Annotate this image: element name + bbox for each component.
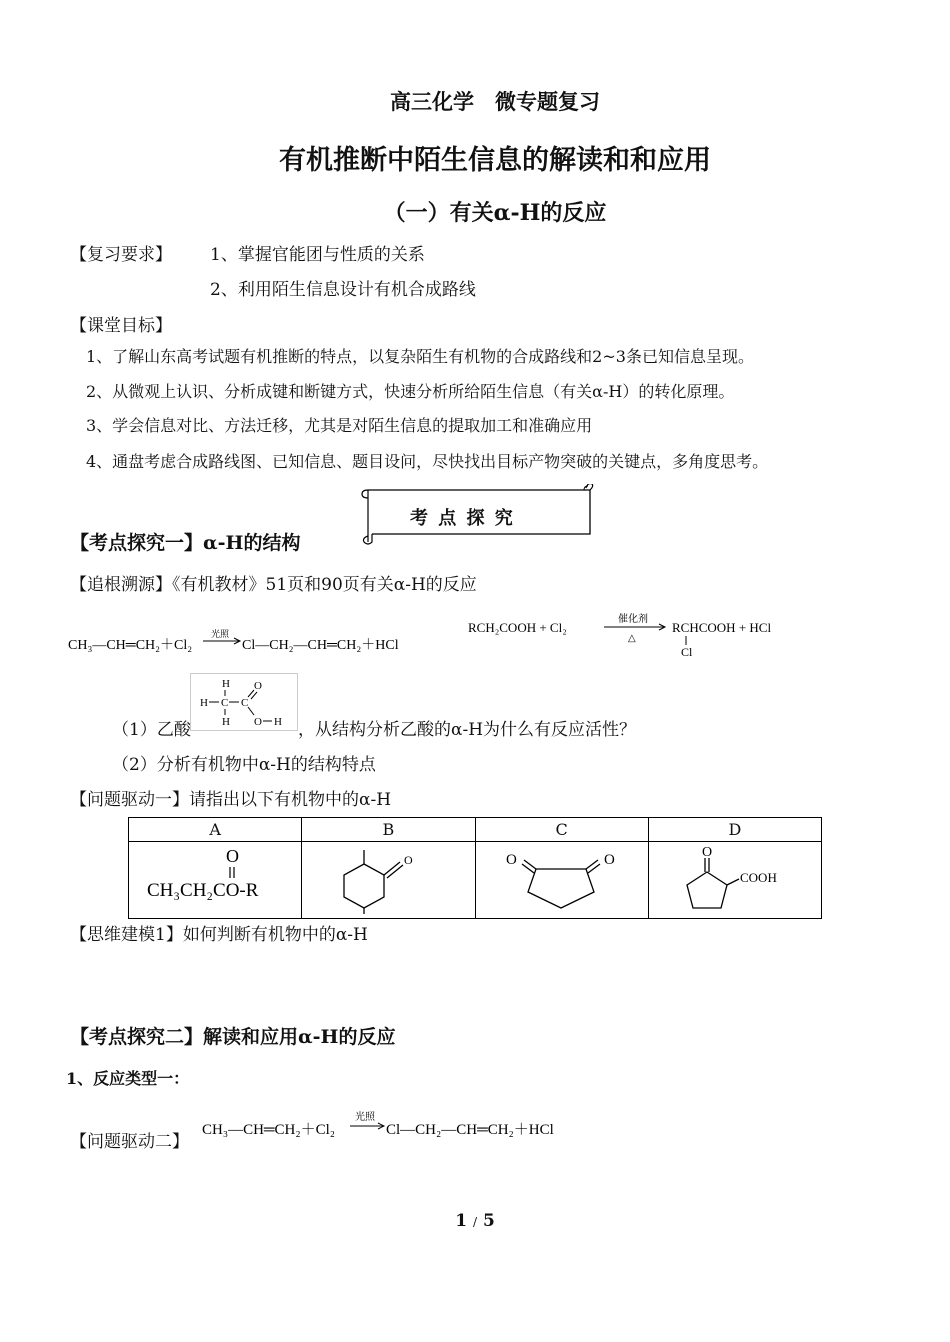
option-b-header: B: [302, 818, 475, 842]
aa-c1: C: [221, 697, 229, 709]
methylcyclohexanone-structure: [302, 842, 474, 914]
reaction2-branch: Cl: [681, 645, 693, 659]
d-carboxyl: COOH: [739, 870, 777, 885]
oxocyclopentanecarboxylic-acid-structure: [649, 842, 821, 914]
reaction-type-1: 1、反应类型一：: [66, 1069, 190, 1088]
page-title: 有机推断中陌生信息的解读和和应用: [279, 145, 711, 176]
ester-structure: [129, 842, 301, 914]
option-c-header: C: [475, 818, 648, 842]
a-formula: CH₃CH₂CO-R: [147, 880, 259, 901]
page-total: 5: [482, 1211, 495, 1231]
review-item-1: 1、掌握官能团与性质的关系: [210, 245, 425, 265]
reaction1-right: Cl—CH₂—CH═CH₂＋HCl: [242, 638, 399, 653]
goals-label: 【课堂目标】: [70, 316, 172, 336]
aa-o-carbonyl: O: [254, 680, 262, 692]
aa-h-bottom: H: [222, 716, 230, 728]
reaction2-right: RCHCOOH + HCl: [672, 620, 772, 635]
reaction-alpha-chlorination: [466, 610, 816, 660]
reaction1b-condition: 光照: [355, 1112, 375, 1123]
page-number: [0, 1211, 950, 1231]
reaction1b-left: CH₃—CH═CH₂＋Cl₂: [202, 1122, 336, 1138]
question-2: （2）分析有机物中α-H的结构特点: [112, 755, 376, 775]
acetic-acid-structure: [190, 673, 298, 731]
goal-item-2: 2、从微观上认识、分析成键和断键方式，快速分析所给陌生信息（有关α-H）的转化原理。: [86, 382, 735, 401]
thinking-model-1: 【思维建模1】如何判断有机物中的α-H: [70, 925, 368, 945]
section2-heading: 【考点探究二】解读和应用α-H的反应: [70, 1026, 396, 1048]
option-a-structure: [129, 842, 302, 919]
goal-item-1: 1、了解山东高考试题有机推断的特点，以复杂陌生有机物的合成路线和2~3条已知信息呈现。: [86, 347, 754, 366]
review-label: 【复习要求】: [70, 245, 172, 265]
cyclopentanedione-structure: [476, 842, 648, 914]
reaction-allyl-chlorination: [66, 626, 436, 656]
problem-drive-2: 【问题驱动二】: [70, 1132, 189, 1152]
aa-h-left: H: [200, 697, 208, 709]
option-c-structure: [475, 842, 648, 919]
page-separator: /: [472, 1215, 478, 1229]
aa-c2: C: [241, 697, 249, 709]
problem-drive-1: 【问题驱动一】请指出以下有机物中的α-H: [70, 790, 392, 810]
page-current: 1: [455, 1211, 468, 1231]
reaction2-catalyst: 催化剂: [618, 614, 648, 625]
c-oxygen-right: O: [603, 852, 615, 868]
option-b-structure: [302, 842, 475, 919]
c-oxygen-left: O: [505, 852, 517, 868]
a-oxygen: O: [226, 846, 240, 866]
scroll-banner-label: 考 点 探 究: [410, 508, 515, 529]
option-a-header: A: [129, 818, 302, 842]
b-oxygen: O: [404, 853, 414, 867]
aa-h-acid: H: [274, 716, 282, 728]
reaction-allyl-chlorination-2: [200, 1108, 580, 1142]
page-subtitle: （一）有关α-H的反应: [383, 200, 607, 226]
section1-heading: 【考点探究一】α-H的结构: [70, 532, 301, 554]
option-d-structure: [648, 842, 821, 919]
review-item-2: 2、利用陌生信息设计有机合成路线: [210, 280, 476, 300]
reaction1-condition: 光照: [211, 629, 230, 639]
question-1-prefix: （1）乙酸: [112, 720, 191, 740]
d-oxygen: O: [701, 845, 712, 860]
aa-o-hydroxyl: O: [254, 716, 262, 728]
goal-item-3: 3、学会信息对比、方法迁移，尤其是对陌生信息的提取加工和准确应用: [86, 416, 593, 435]
reaction2-heat: △: [628, 633, 636, 644]
aa-h-top: H: [222, 678, 230, 690]
options-table: [128, 817, 822, 919]
goal-item-4: 4、通盘考虑合成路线图、已知信息、题目设问，尽快找出目标产物突破的关键点，多角度思考。: [86, 452, 769, 471]
source-line: 【追根溯源】《有机教材》51页和90页有关α-H的反应: [70, 575, 477, 595]
reaction2-left: RCH₂COOH + Cl₂: [468, 620, 567, 635]
option-d-header: D: [648, 818, 821, 842]
question-1-suffix: ，从结构分析乙酸的α-H为什么有反应活性？: [298, 720, 637, 740]
reaction1-left: CH₃—CH═CH₂＋Cl₂: [68, 638, 193, 653]
page-header-line: 高三化学 微专题复习: [390, 89, 600, 114]
reaction1b-right: Cl—CH₂—CH═CH₂＋HCl: [386, 1122, 554, 1138]
